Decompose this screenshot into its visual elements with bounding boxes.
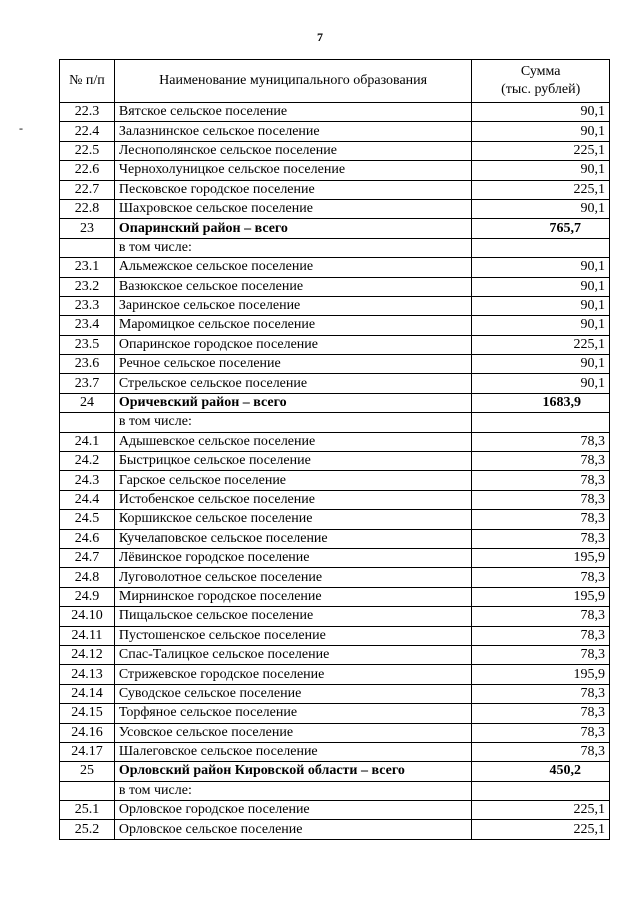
table-row: [60, 568, 610, 587]
municipality-name-cell: Спас-Талицкое сельское поселение: [114, 645, 472, 664]
amount-cell: [472, 413, 610, 432]
district-total-row: [60, 762, 610, 781]
row-number-cell: 24.7: [60, 548, 115, 567]
row-number-cell: 25.2: [60, 820, 115, 839]
municipality-name-cell: Торфяное сельское поселение: [114, 704, 472, 723]
row-number-cell: 23.5: [60, 335, 115, 354]
municipality-name-cell: Маромицкое сельское поселение: [114, 316, 472, 335]
row-number-cell: 24.6: [60, 529, 115, 548]
row-number-cell: 25.1: [60, 801, 115, 820]
amount-cell: [472, 781, 610, 800]
amount-cell: 78,3: [472, 645, 610, 664]
row-number-cell: 24.2: [60, 452, 115, 471]
row-number-cell: 22.4: [60, 122, 115, 141]
table-row: [60, 820, 610, 839]
amount-cell: 90,1: [472, 374, 610, 393]
column-header-sum: [472, 60, 610, 103]
municipality-name-cell: Быстрицкое сельское поселение: [114, 452, 472, 471]
municipality-name-cell: Опаринский район – всего: [114, 219, 472, 238]
amount-cell: 78,3: [472, 626, 610, 645]
row-number-cell: 24.16: [60, 723, 115, 742]
row-number-cell: 24.15: [60, 704, 115, 723]
row-number-cell: 22.3: [60, 103, 115, 122]
municipality-name-cell: Лёвинское городское поселение: [114, 548, 472, 567]
table-row: [60, 781, 610, 800]
column-header-sum-unit: (тыс. рублей): [501, 82, 581, 97]
table-row: [60, 665, 610, 684]
municipality-name-cell: в том числе:: [114, 413, 472, 432]
row-number-cell: [60, 413, 115, 432]
amount-cell: 450,2: [472, 762, 610, 781]
page-number: 7: [317, 30, 323, 44]
municipality-name-cell: Гарское сельское поселение: [114, 471, 472, 490]
row-number-cell: [60, 781, 115, 800]
row-number-cell: 25: [60, 762, 115, 781]
amount-cell: 90,1: [472, 161, 610, 180]
margin-mark: -: [19, 121, 23, 135]
table-row: [60, 296, 610, 315]
municipality-name-cell: Вазюкское сельское поселение: [114, 277, 472, 296]
table-row: [60, 452, 610, 471]
amount-cell: 225,1: [472, 180, 610, 199]
row-number-cell: 24.11: [60, 626, 115, 645]
amount-cell: 90,1: [472, 277, 610, 296]
table-row: [60, 742, 610, 761]
amount-cell: 78,3: [472, 568, 610, 587]
row-number-cell: 24.13: [60, 665, 115, 684]
municipality-name-cell: Альмежское сельское поселение: [114, 258, 472, 277]
table-row: [60, 335, 610, 354]
row-number-cell: 24.10: [60, 607, 115, 626]
column-header-number: № п/п: [60, 60, 115, 103]
municipality-name-cell: Речное сельское поселение: [114, 355, 472, 374]
table-row: [60, 801, 610, 820]
row-number-cell: 23: [60, 219, 115, 238]
amount-cell: 225,1: [472, 820, 610, 839]
amount-cell: 78,3: [472, 490, 610, 509]
table-row: [60, 723, 610, 742]
municipality-name-cell: Пустошенское сельское поселение: [114, 626, 472, 645]
amount-cell: 90,1: [472, 103, 610, 122]
amount-cell: 195,9: [472, 587, 610, 606]
table-row: [60, 704, 610, 723]
municipality-name-cell: Пищальское сельское поселение: [114, 607, 472, 626]
municipality-name-cell: Залазнинское сельское поселение: [114, 122, 472, 141]
amount-cell: 78,3: [472, 529, 610, 548]
amount-cell: 225,1: [472, 801, 610, 820]
table-row: [60, 645, 610, 664]
amount-cell: 225,1: [472, 335, 610, 354]
row-number-cell: 23.4: [60, 316, 115, 335]
table-row: [60, 490, 610, 509]
amount-cell: 195,9: [472, 548, 610, 567]
table-row: [60, 432, 610, 451]
table-row: [60, 238, 610, 257]
table-row: [60, 355, 610, 374]
table-row: [60, 277, 610, 296]
table-row: [60, 510, 610, 529]
district-total-row: [60, 219, 610, 238]
district-total-row: [60, 393, 610, 412]
municipality-name-cell: в том числе:: [114, 238, 472, 257]
municipality-name-cell: Усовское сельское поселение: [114, 723, 472, 742]
amount-cell: 78,3: [472, 704, 610, 723]
municipality-name-cell: Опаринское городское поселение: [114, 335, 472, 354]
row-number-cell: 24.12: [60, 645, 115, 664]
table-body: [60, 103, 610, 840]
table-header-row: [60, 60, 610, 103]
row-number-cell: 24.4: [60, 490, 115, 509]
table-row: [60, 122, 610, 141]
amount-cell: 90,1: [472, 316, 610, 335]
municipality-name-cell: Шалеговское сельское поселение: [114, 742, 472, 761]
table-row: [60, 316, 610, 335]
municipality-name-cell: Луговолотное сельское поселение: [114, 568, 472, 587]
municipality-name-cell: Адышевское сельское поселение: [114, 432, 472, 451]
amount-cell: 78,3: [472, 510, 610, 529]
table-row: [60, 529, 610, 548]
row-number-cell: 24.9: [60, 587, 115, 606]
amount-cell: [472, 238, 610, 257]
municipality-name-cell: Мирнинское городское поселение: [114, 587, 472, 606]
amount-cell: 78,3: [472, 607, 610, 626]
table-row: [60, 141, 610, 160]
amount-cell: 90,1: [472, 199, 610, 218]
row-number-cell: 24.17: [60, 742, 115, 761]
amount-cell: 78,3: [472, 723, 610, 742]
municipality-name-cell: в том числе:: [114, 781, 472, 800]
table-row: [60, 374, 610, 393]
municipality-name-cell: Суводское сельское поселение: [114, 684, 472, 703]
row-number-cell: 24.3: [60, 471, 115, 490]
municipality-name-cell: Истобенское сельское поселение: [114, 490, 472, 509]
municipality-name-cell: Орловское городское поселение: [114, 801, 472, 820]
row-number-cell: [60, 238, 115, 257]
row-number-cell: 22.5: [60, 141, 115, 160]
row-number-cell: 23.6: [60, 355, 115, 374]
amount-cell: 78,3: [472, 471, 610, 490]
amount-cell: 90,1: [472, 296, 610, 315]
allocation-table: [59, 59, 610, 840]
row-number-cell: 24.1: [60, 432, 115, 451]
row-number-cell: 24.5: [60, 510, 115, 529]
row-number-cell: 23.7: [60, 374, 115, 393]
municipality-name-cell: Кучелаповское сельское поселение: [114, 529, 472, 548]
table-row: [60, 471, 610, 490]
amount-cell: 765,7: [472, 219, 610, 238]
municipality-name-cell: Заринское сельское поселение: [114, 296, 472, 315]
table-row: [60, 161, 610, 180]
amount-cell: 78,3: [472, 742, 610, 761]
table-row: [60, 413, 610, 432]
amount-cell: 78,3: [472, 684, 610, 703]
row-number-cell: 22.7: [60, 180, 115, 199]
municipality-name-cell: Стрельское сельское поселение: [114, 374, 472, 393]
municipality-name-cell: Орловский район Кировской области – всего: [114, 762, 472, 781]
table-row: [60, 548, 610, 567]
amount-cell: 1683,9: [472, 393, 610, 412]
municipality-name-cell: Шахровское сельское поселение: [114, 199, 472, 218]
table-row: [60, 258, 610, 277]
table-row: [60, 103, 610, 122]
table-row: [60, 626, 610, 645]
municipality-name-cell: Чернохолуницкое сельское поселение: [114, 161, 472, 180]
amount-cell: 90,1: [472, 355, 610, 374]
amount-cell: 78,3: [472, 432, 610, 451]
table-row: [60, 180, 610, 199]
amount-cell: 195,9: [472, 665, 610, 684]
amount-cell: 225,1: [472, 141, 610, 160]
amount-cell: 78,3: [472, 452, 610, 471]
row-number-cell: 24.14: [60, 684, 115, 703]
table-row: [60, 684, 610, 703]
table-row: [60, 199, 610, 218]
municipality-name-cell: Вятское сельское поселение: [114, 103, 472, 122]
row-number-cell: 23.2: [60, 277, 115, 296]
municipality-name-cell: Леснополянское сельское поселение: [114, 141, 472, 160]
row-number-cell: 22.6: [60, 161, 115, 180]
municipality-name-cell: Орловское сельское поселение: [114, 820, 472, 839]
municipality-name-cell: Коршикское сельское поселение: [114, 510, 472, 529]
row-number-cell: 24: [60, 393, 115, 412]
municipality-name-cell: Песковское городское поселение: [114, 180, 472, 199]
column-header-sum-title: Сумма: [520, 63, 561, 79]
column-header-name: Наименование муниципального образования: [114, 60, 472, 103]
table-row: [60, 607, 610, 626]
row-number-cell: 23.1: [60, 258, 115, 277]
municipality-name-cell: Оричевский район – всего: [114, 393, 472, 412]
amount-cell: 90,1: [472, 122, 610, 141]
row-number-cell: 23.3: [60, 296, 115, 315]
amount-cell: 90,1: [472, 258, 610, 277]
row-number-cell: 24.8: [60, 568, 115, 587]
row-number-cell: 22.8: [60, 199, 115, 218]
municipality-name-cell: Стрижевское городское поселение: [114, 665, 472, 684]
table-row: [60, 587, 610, 606]
